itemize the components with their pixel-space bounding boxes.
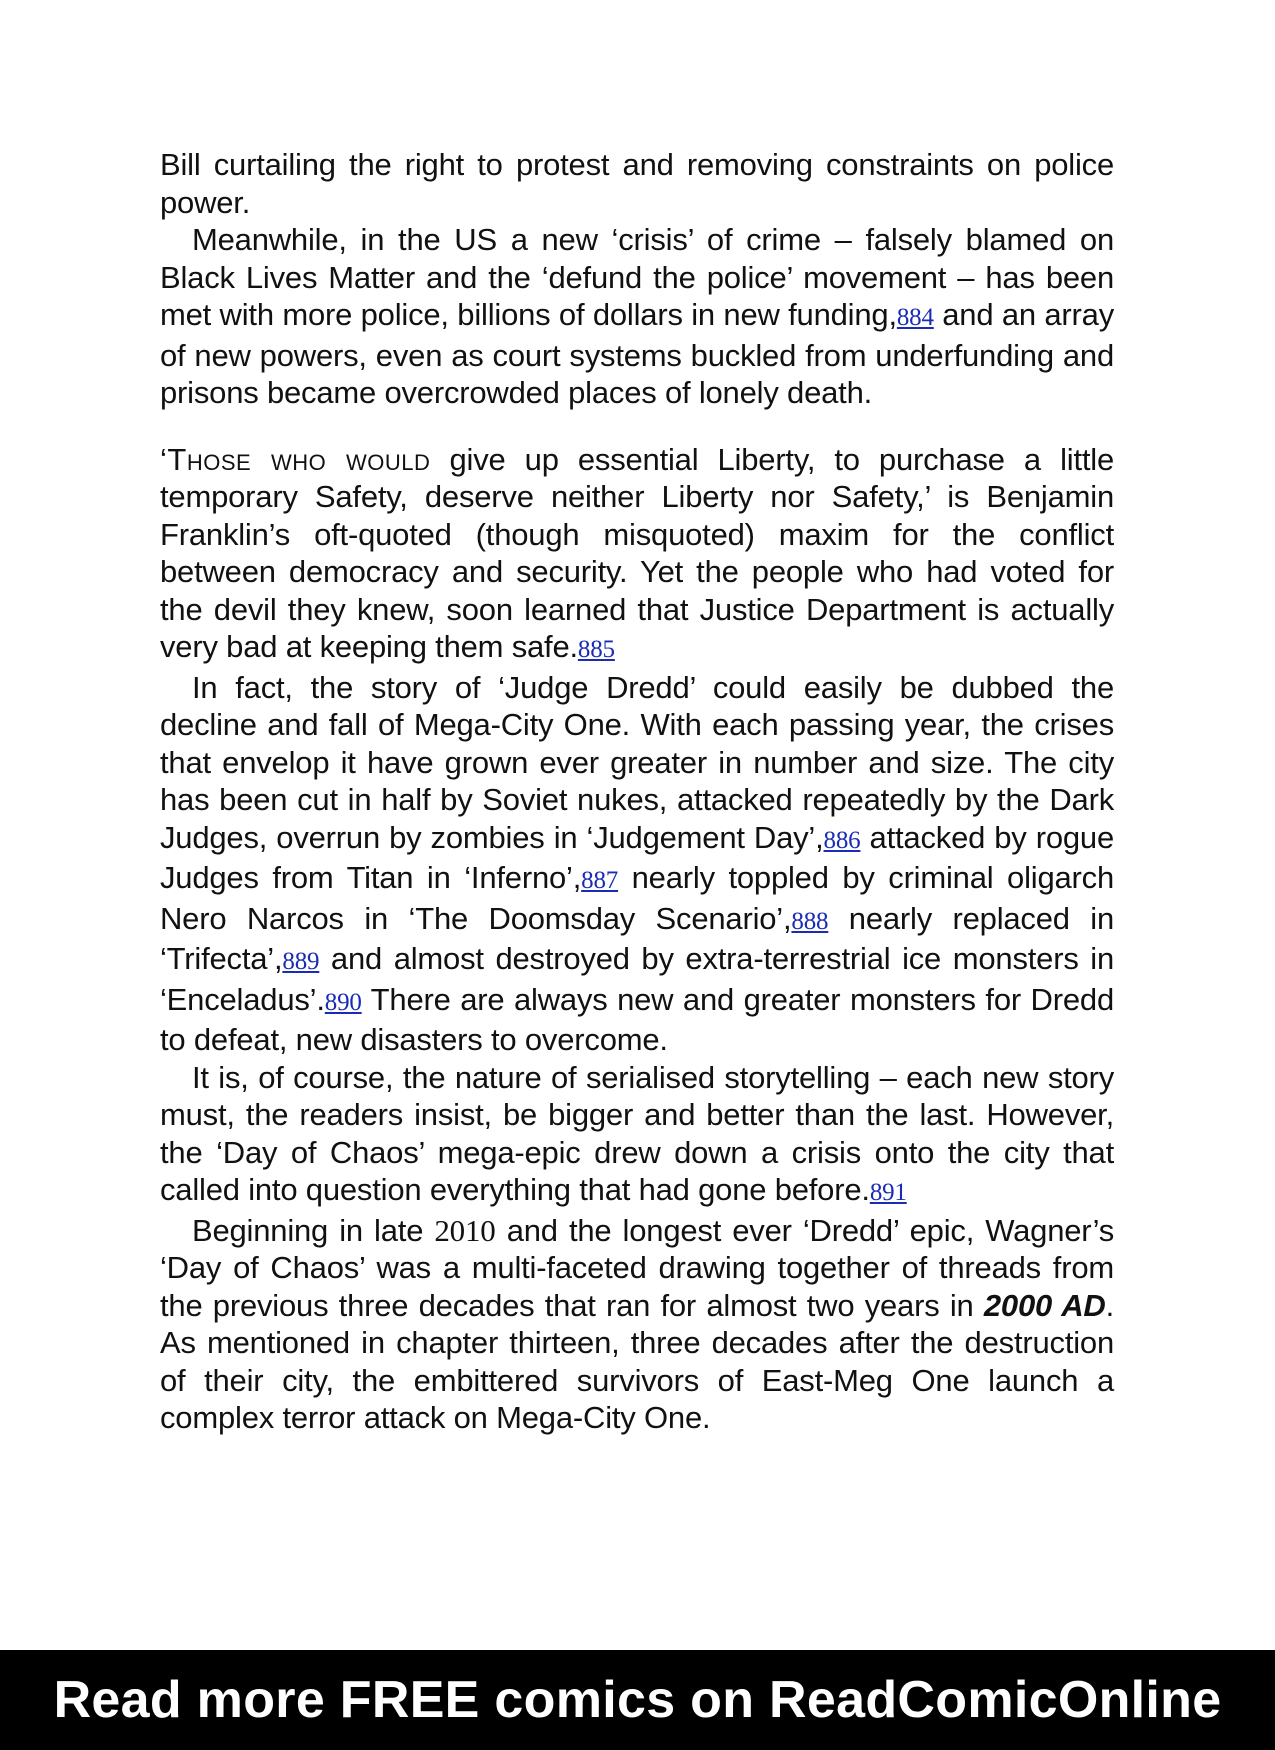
- paragraph-text: and the longest ever ‘Dredd’ epic, Wagner’s ‘Day of Chaos’ was a multi-faceted drawing together of threads from the previous three decades that ran for almost two years in: [160, 1212, 1115, 1323]
- promo-banner[interactable]: [0, 1650, 1275, 1750]
- paragraph-6: [160, 1212, 1114, 1437]
- footnote-link-885[interactable]: 885: [577, 636, 615, 663]
- paragraph-4: [160, 669, 1114, 1059]
- paragraph-text: It is, of course, the nature of serialised storytelling – each new story must, the readers insist, be bigger and better than the last. However, the ‘Day of Chaos’ mega-epic drew down a crisis onto the city that called into question everything that had gone before.: [160, 1059, 1114, 1207]
- paragraph-text: give up essential Liberty, to purchase a little temporary Safety, deserve neither Liberty nor Safety,’ is Benjamin Franklin’s oft-quoted (though misquoted) maxim for the conflict between democracy and security. Yet the people who had voted for the devil they knew, soon learned that Justice Department is actually very bad at keeping them safe.: [160, 441, 1114, 664]
- paragraph-text: nearly toppled by criminal oligarch Nero Narcos in ‘The Doomsday Scenario’,: [160, 860, 1114, 936]
- year-number: 2010: [434, 1212, 496, 1248]
- paragraph-text: There are always new and greater monsters for Dredd to defeat, new disasters to overcome.: [160, 981, 1114, 1057]
- paragraph-text: Bill curtailing the right to protest and removing constraints on police power.: [160, 147, 1114, 220]
- footnote-link-888[interactable]: 888: [791, 907, 829, 935]
- footnote-link-886[interactable]: 886: [823, 826, 861, 854]
- publication-title: 2000 AD: [983, 1287, 1106, 1323]
- paragraph-1: [160, 146, 1114, 221]
- banner-text: Read more FREE comics on ReadComicOnline: [53, 1671, 1222, 1729]
- paragraph-2: [160, 221, 1114, 412]
- paragraph-text: Meanwhile, in the US a new ‘crisis’ of crime – falsely blamed on Black Lives Matter and the ‘defund the police’ movement – has been met with more police, billions of dollars in new funding,: [160, 222, 1114, 332]
- paragraph-text: . As mentioned in chapter thirteen, three decades after the destruction of their city, the embittered survivors of East-Meg One launch a complex terror attack on Mega-City One.: [160, 1287, 1114, 1435]
- paragraph-text: nearly replaced in ‘Trifecta’,: [160, 900, 1115, 976]
- paragraph-3: [160, 441, 1114, 669]
- paragraph-5: [160, 1059, 1114, 1212]
- small-caps-lead: ‘Those who would: [160, 441, 431, 477]
- footnote-link-887[interactable]: 887: [581, 867, 619, 894]
- footnote-link-889[interactable]: 889: [282, 948, 320, 975]
- footnote-link-884[interactable]: 884: [896, 304, 934, 331]
- paragraph-text: In fact, the story of ‘Judge Dredd’ could easily be dubbed the decline and fall of Mega-City One. With each passing year, the crises that envelop it have grown ever greater in number and size. The city has been cut in half by Soviet nukes, attacked repeatedly by the Dark Judges, overrun by zombies in ‘Judgement Day’,: [160, 669, 1114, 855]
- footnote-link-890[interactable]: 890: [324, 988, 362, 1016]
- paragraph-text: and almost destroyed by extra-terrestrial ice monsters in ‘Enceladus’.: [160, 941, 1114, 1017]
- footnote-link-891[interactable]: 891: [869, 1179, 907, 1206]
- paragraph-text: Beginning in late: [192, 1212, 435, 1248]
- paragraph-text: attacked by rogue Judges from Titan in ‘Inferno’,: [160, 819, 1114, 895]
- page-body: [160, 146, 1114, 1437]
- paragraph-text: and an array of new powers, even as court systems buckled from underfunding and prisons became overcrowded places of lonely death.: [160, 297, 1114, 410]
